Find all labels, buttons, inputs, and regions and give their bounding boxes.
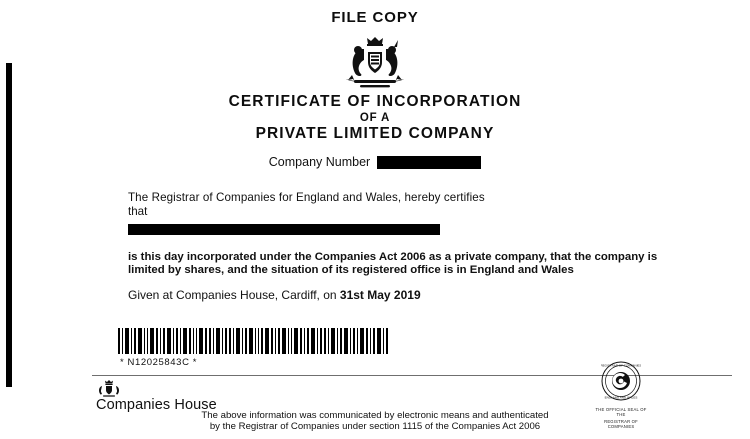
incorporation-statement: is this day incorporated under the Companies Act 2006 as a private company, that the company is limited by shares, and the situation of its registered office is in England and Wales xyxy=(128,251,658,277)
official-seal-icon xyxy=(601,361,641,401)
barcode-reference: * N12025843C * xyxy=(120,357,198,369)
certificate-body xyxy=(128,191,662,302)
registrar-statement: The Registrar of Companies for England and Wales, hereby certifies xyxy=(128,191,485,204)
title-line-1: CERTIFICATE OF INCORPORATION xyxy=(228,93,522,110)
svg-text:REGISTRAR OF COMPANIES: REGISTRAR OF COMPANIES xyxy=(601,363,641,368)
barcode-icon xyxy=(118,328,750,354)
that-label: that xyxy=(128,204,148,218)
company-number-row xyxy=(0,155,750,169)
seal-caption-line-1: THE OFFICIAL SEAL OF THE xyxy=(595,407,647,418)
company-number-label: Company Number xyxy=(268,155,371,169)
barcode-area xyxy=(118,328,750,368)
given-at-statement xyxy=(128,289,662,303)
royal-coat-of-arms xyxy=(0,35,750,89)
certificate-title xyxy=(0,93,750,143)
certificate-page xyxy=(0,9,750,439)
companies-house-crest-icon xyxy=(98,379,120,397)
seal-caption-line-2: REGISTRAR OF COMPANIES xyxy=(604,418,638,430)
disclaimer-line-1: The above information was communicated by electronic means and authenticated xyxy=(201,409,549,421)
companies-house-logo xyxy=(96,379,217,413)
given-at-date: 31st May 2019 xyxy=(339,287,421,302)
companies-house-name: Companies House xyxy=(96,397,217,413)
title-line-3: PRIVATE LIMITED COMPANY xyxy=(255,125,495,142)
royal-coat-of-arms-icon xyxy=(332,35,418,89)
company-name-redaction xyxy=(128,224,440,235)
title-line-2: OF A xyxy=(359,112,391,124)
given-at-prefix: Given at Companies House, Cardiff, on xyxy=(128,287,340,302)
left-edge-marker xyxy=(6,63,12,387)
svg-text:ENGLAND AND WALES: ENGLAND AND WALES xyxy=(604,395,638,400)
company-number-redaction xyxy=(377,156,481,169)
disclaimer-line-2: by the Registrar of Companies under section 1115 of the Companies Act 2006 xyxy=(209,421,541,433)
file-copy-label: FILE COPY xyxy=(331,9,419,26)
